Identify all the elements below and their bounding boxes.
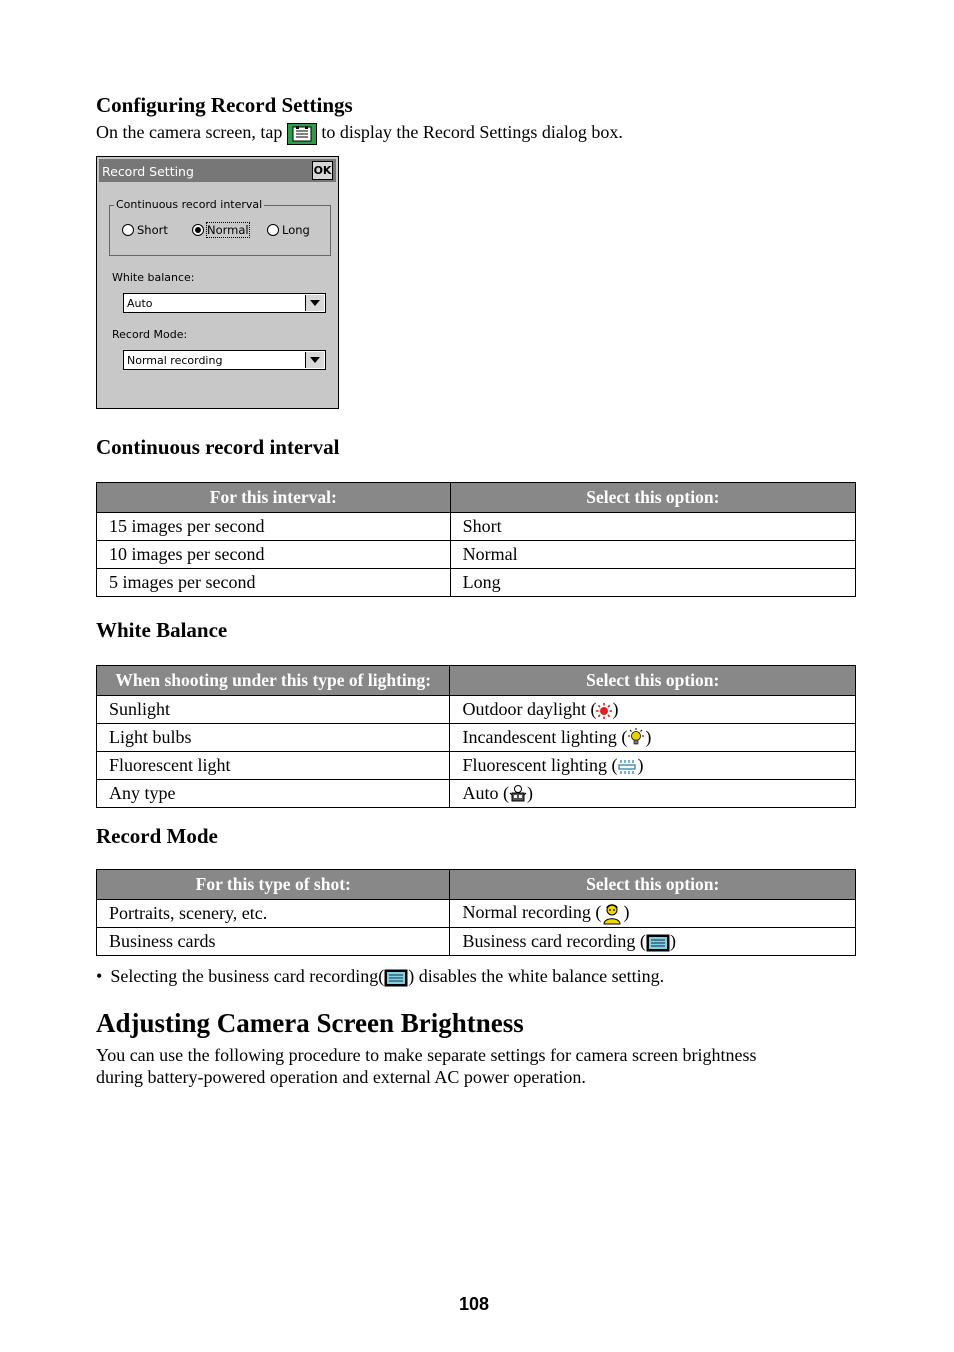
table-row [97, 928, 856, 956]
option-text: Outdoor daylight ( [462, 699, 597, 719]
table-row [97, 724, 856, 752]
sun-icon [596, 702, 612, 720]
table-header-row [97, 483, 856, 513]
option-close: ) [669, 931, 676, 951]
note-text-after: ) disables the white balance setting. [408, 966, 665, 986]
note-bullet-item [96, 965, 664, 987]
option-close: ) [645, 726, 652, 747]
table-cell: Long [450, 569, 855, 597]
table-cell [450, 780, 856, 808]
option-text: Fluorescent lighting ( [462, 755, 618, 775]
white-balance-value: Auto [127, 297, 153, 310]
table-row [97, 696, 856, 724]
record-mode-select[interactable] [123, 350, 326, 370]
column-header: For this type of shot: [97, 870, 450, 900]
table-cell: Short [450, 513, 855, 541]
table-cell [450, 696, 856, 724]
note-text-before: Selecting the business card recording( [110, 966, 385, 986]
fluorescent-icon [617, 758, 637, 776]
table-header-row [97, 666, 856, 696]
option-close: ) [623, 902, 630, 923]
table-cell [450, 724, 856, 752]
table-row [97, 752, 856, 780]
dialog-title: Record Setting [102, 164, 194, 179]
section-body-line-2: during battery-powered operation and external AC power operation. [96, 1067, 586, 1087]
interval-table [96, 482, 856, 597]
table-cell: 5 images per second [97, 569, 451, 597]
page-number: 108 [459, 1294, 490, 1314]
intro-text-before: On the camera screen, tap [96, 122, 283, 142]
chevron-down-icon[interactable] [305, 352, 324, 368]
chevron-down-icon[interactable] [305, 295, 324, 311]
section-heading-record-mode: Record Mode [96, 824, 218, 848]
option-text: Auto ( [462, 782, 509, 803]
light-bulb-icon [627, 728, 645, 748]
record-mode-label: Record Mode: [112, 328, 188, 341]
section-intro [96, 121, 623, 145]
column-header: Select this option: [450, 870, 856, 900]
business-card-icon [646, 934, 670, 952]
column-header: When shooting under this type of lighting: [97, 666, 450, 696]
continuous-interval-group [109, 198, 331, 256]
table-cell: 10 images per second [97, 541, 451, 569]
radio-long[interactable] [267, 223, 310, 237]
section-body-line-1: You can use the following procedure to make separate settings for camera screen brightness [96, 1045, 757, 1065]
table-cell: 15 images per second [97, 513, 451, 541]
table-cell [450, 752, 856, 780]
radio-normal-circle [192, 224, 204, 236]
group-label: Continuous record interval [116, 198, 263, 211]
option-text: Business card recording ( [462, 931, 646, 951]
option-close: ) [526, 782, 533, 803]
bullet: • [96, 966, 103, 986]
intro-text-after: to display the Record Settings dialog box. [321, 122, 623, 142]
table-cell: Fluorescent light [97, 752, 450, 780]
table-cell: Normal [450, 541, 855, 569]
record-mode-table [96, 869, 856, 956]
table-row [97, 780, 856, 808]
section-heading-interval: Continuous record interval [96, 435, 340, 459]
table-cell: Portraits, scenery, etc. [97, 900, 450, 928]
table-cell: Business cards [97, 928, 450, 956]
record-mode-value: Normal recording [127, 354, 223, 367]
table-cell [450, 928, 856, 956]
table-row [97, 569, 856, 597]
table-cell: Light bulbs [97, 724, 450, 752]
portrait-icon [601, 903, 623, 925]
column-header: Select this option: [450, 666, 856, 696]
radio-short-circle [122, 224, 134, 236]
business-card-icon [384, 969, 408, 987]
option-close: ) [612, 699, 619, 719]
table-row [97, 541, 856, 569]
section-heading-white-balance: White Balance [96, 618, 228, 642]
radio-long-label: Long [282, 223, 310, 237]
table-header-row [97, 870, 856, 900]
option-close: ) [637, 755, 644, 775]
section-heading-record-settings: Configuring Record Settings [96, 93, 353, 117]
white-balance-select[interactable] [123, 293, 326, 313]
table-row [97, 513, 856, 541]
ok-button[interactable]: OK [312, 161, 333, 180]
table-row [97, 900, 856, 928]
option-text: Normal recording ( [462, 902, 602, 923]
radio-long-circle [267, 224, 279, 236]
white-balance-label: White balance: [112, 271, 195, 284]
column-header: Select this option: [450, 483, 855, 513]
option-text: Incandescent lighting ( [462, 726, 628, 747]
table-cell [450, 900, 856, 928]
record-settings-icon [287, 123, 317, 145]
table-cell: Any type [97, 780, 450, 808]
record-setting-dialog [96, 156, 339, 409]
radio-normal-label: Normal [207, 223, 249, 237]
section-heading-brightness: Adjusting Camera Screen Brightness [96, 1008, 524, 1038]
dialog-title-bar [99, 159, 336, 182]
auto-wb-icon [509, 784, 527, 804]
radio-short-label: Short [137, 223, 168, 237]
table-cell: Sunlight [97, 696, 450, 724]
radio-short[interactable] [122, 223, 168, 237]
radio-normal[interactable] [192, 223, 249, 237]
column-header: For this interval: [97, 483, 451, 513]
white-balance-table [96, 665, 856, 808]
